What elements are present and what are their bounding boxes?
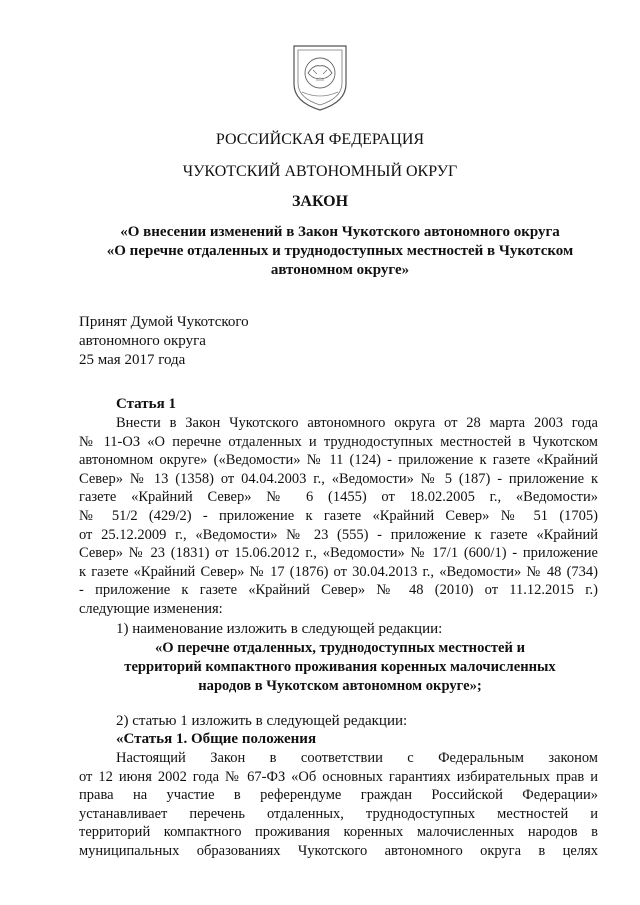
body-line: к газете «Крайний Север» № 17 (1876) от 30.04.2013 г., «Ведомости» № 48 (734) — [79, 563, 598, 580]
amendment-item-2: 2) статью 1 изложить в следующей редакции: — [116, 713, 408, 729]
body-line: Настоящий Закон в соответствии с Федеральным законом — [116, 750, 598, 766]
body-line: Север» № 23 (1831) от 15.06.2012 г., «Ведомости» № 17/1 (600/1) - приложение — [79, 545, 598, 562]
new-name-line: «О перечне отдаленных, труднодоступных местностей и — [155, 640, 525, 656]
adoption-note — [79, 313, 249, 370]
body-line: № 11-ОЗ «О перечне отдаленных и труднодоступных местностей в Чукотском — [79, 433, 598, 450]
new-article-title: «Статья 1. Общие положения — [116, 731, 317, 747]
adoption-date: 25 мая 2017 года — [79, 352, 186, 368]
new-law-name — [80, 639, 600, 696]
law-title-line: автономном округе» — [270, 262, 410, 278]
body-line: Внести в Закон Чукотского автономного округа от 28 марта 2003 года — [116, 415, 598, 431]
region-heading: ЧУКОТСКИЙ АВТОНОМНЫЙ ОКРУГ — [182, 163, 458, 180]
body-line: муниципальных образованиях Чукотского автономного округа в целях — [79, 842, 598, 859]
body-line: от 25.12.2009 г., «Ведомости» № 23 (555) - приложение к газете «Крайний — [79, 526, 598, 543]
body-line: № 51/2 (429/2) - приложение к газете «Крайний Север» № 51 (1705) — [79, 507, 598, 524]
law-title-line: «О внесении изменений в Закон Чукотского автономного округа — [120, 224, 560, 240]
article-1-body — [79, 414, 598, 619]
law-title-line: «О перечне отдаленных и труднодоступных местностей в Чукотском — [106, 243, 574, 259]
new-name-line: территорий компактного проживания коренных малочисленных — [124, 659, 556, 675]
new-name-line: народов в Чукотском автономном округе»; — [198, 678, 482, 694]
article-1-heading: Статья 1 — [116, 396, 176, 412]
body-line: от 12 июня 2002 года № 67-ФЗ «Об основных гарантиях избирательных прав и — [79, 768, 598, 785]
body-line: следующие изменения: — [79, 600, 223, 617]
adoption-line: Принят Думой Чукотского — [79, 314, 249, 330]
new-article-body — [79, 749, 598, 861]
body-line: территорий компактного проживания коренных малочисленных народов в — [79, 824, 598, 841]
adoption-line: автономного округа — [79, 333, 206, 349]
document-type-heading: ЗАКОН — [291, 193, 349, 210]
law-title — [80, 223, 600, 280]
body-line: устанавливает перечень отдаленных, труднодоступных местностей и — [79, 805, 598, 822]
body-line: автономном округе» («Ведомости» № 11 (124) - приложение к газете «Крайний — [79, 452, 598, 469]
country-heading: РОССИЙСКАЯ ФЕДЕРАЦИЯ — [215, 131, 425, 148]
body-line: газете «Крайний Север» № 6 (1455) от 18.02.2005 г., «Ведомости» — [79, 489, 598, 506]
body-line: Север» № 13 (1358) от 04.04.2003 г., «Ведомости» № 5 (187) - приложение к — [79, 470, 598, 487]
amendment-item-1: 1) наименование изложить в следующей редакции: — [116, 621, 443, 637]
body-line: права на участие в референдуме граждан Российской Федерации» — [79, 787, 598, 804]
body-line: - приложение к газете «Крайний Север» № 48 (2010) от 11.12.2015 г.) — [79, 582, 598, 599]
coat-of-arms-emblem — [288, 40, 352, 114]
